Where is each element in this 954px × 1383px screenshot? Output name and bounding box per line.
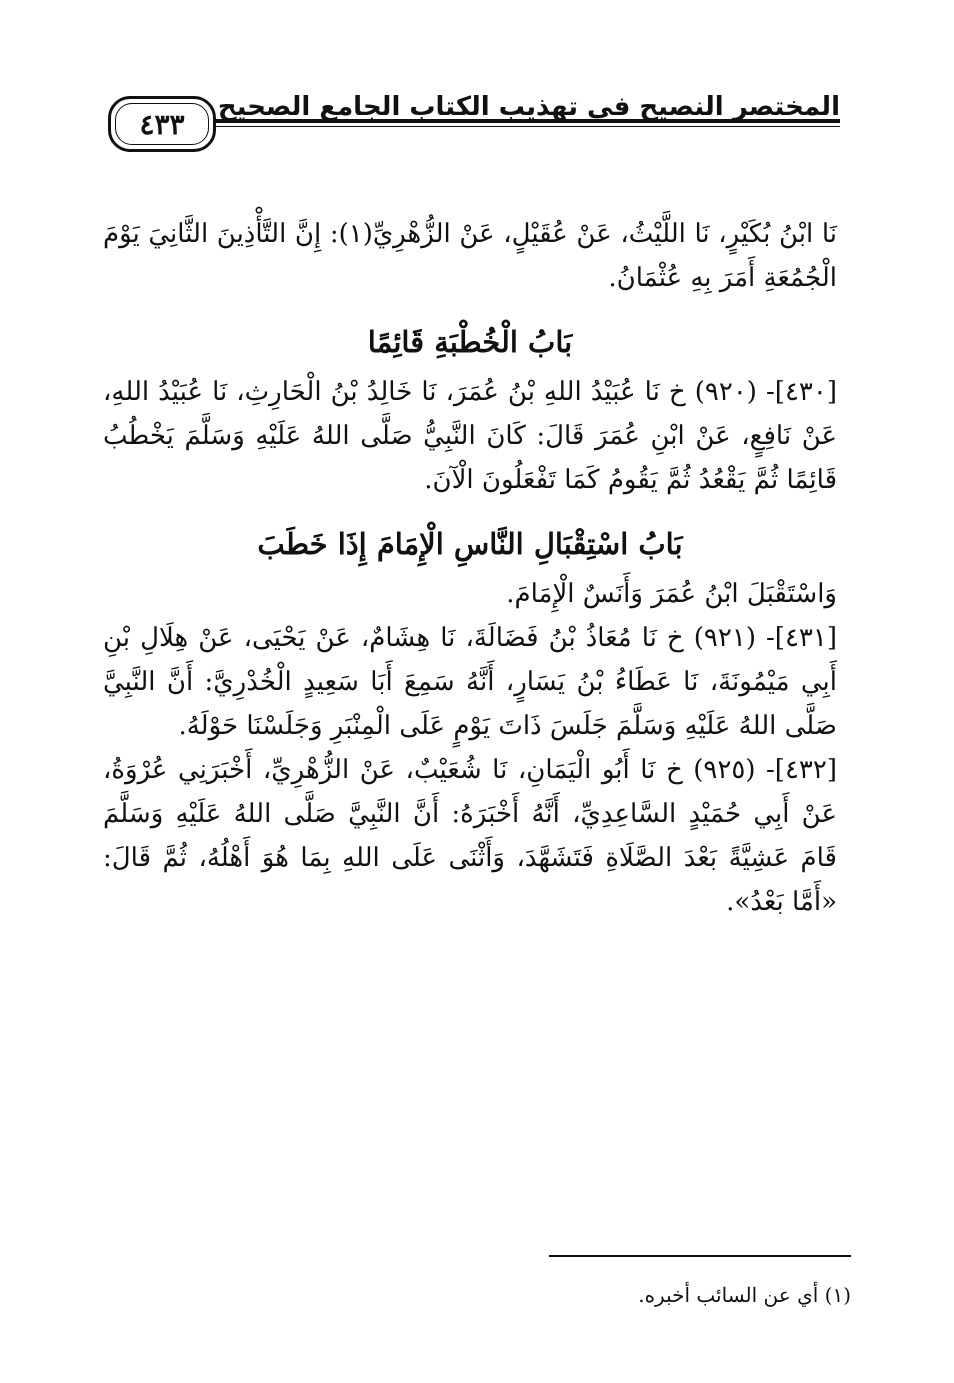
hadith-430: [٤٣٠]- (٩٢٠) خ نَا عُبَيْدُ اللهِ بْنُ عُمَرَ، نَا خَالِدُ بْنُ الْحَارِثِ، نَا عُبَيْدُ اللهِ، عَنْ نَافِعٍ، عَنْ ابْنِ عُمَرَ قَالَ: كَانَ النَّبِيُّ صَلَّى اللهُ عَلَيْهِ وَسَلَّمَ يَخْطُبُ قَائِمًا ثُمَّ يَقْعُدُ ثُمَّ يَقُومُ كَمَا تَفْعَلُونَ الْآنَ.: [103, 377, 837, 495]
hadith-432: [٤٣٢]- (٩٢٥) خ نَا أَبُو الْيَمَانِ، نَا شُعَيْبٌ، عَنْ الزُّهْرِيِّ، أَخْبَرَنِي عُرْوَةُ، عَنْ أَبِي حُمَيْدٍ السَّاعِدِيِّ، أَنَّهُ أَخْبَرَهُ: أَنَّ النَّبِيَّ صَلَّى اللهُ عَلَيْهِ وَسَلَّمَ قَامَ عَشِيَّةً بَعْدَ الصَّلَاةِ فَتَشَهَّدَ، وَأَثْنَى عَلَى اللهِ بِمَا هُوَ أَهْلُهُ، ثُمَّ قَالَ: «أَمَّا بَعْدُ».: [103, 755, 837, 917]
footnote-divider: [549, 1255, 851, 1257]
book-title: المختصر النصيح في تهذيب الكتاب الجامع الصحيح: [217, 92, 840, 122]
intro-paragraph: نَا ابْنُ بُكَيْرٍ، نَا اللَّيْثُ، عَنْ عُقَيْلٍ، عَنْ الزُّهْرِيِّ(١): إِنَّ التَّأْذِينَ الثَّانِيَ يَوْمَ الْجُمُعَةِ أَمَرَ بِهِ عُثْمَانُ.: [103, 219, 837, 293]
footnote: (١) أي عن السائب أخبره.: [638, 1283, 851, 1307]
chapter-note: وَاسْتَقْبَلَ ابْنُ عُمَرَ وَأَنَسٌ الْإِمَامَ.: [506, 579, 837, 609]
page-header: [108, 92, 840, 162]
chapter-heading-facing-imam: بَابُ اسْتِقْبَالِ النَّاسِ الْإِمَامَ إِذَا خَطَبَ: [257, 527, 683, 561]
page-body: [103, 212, 837, 924]
chapter-heading-khutbah-standing: بَابُ الْخُطْبَةِ قَائِمًا: [367, 325, 573, 359]
hadith-431: [٤٣١]- (٩٢١) خ نَا مُعَاذُ بْنُ فَضَالَةَ، نَا هِشَامٌ، عَنْ يَحْيَى، عَنْ هِلَالِ بْنِ أَبِي مَيْمُونَةَ، نَا عَطَاءُ بْنُ يَسَارٍ، أَنَّهُ سَمِعَ أَبَا سَعِيدٍ الْخُدْرِيَّ: أَنَّ النَّبِيَّ صَلَّى اللهُ عَلَيْهِ وَسَلَّمَ جَلَسَ ذَاتَ يَوْمٍ عَلَى الْمِنْبَرِ وَجَلَسْنَا حَوْلَهُ.: [103, 623, 837, 741]
page-number: ٤٣٣: [108, 96, 216, 152]
